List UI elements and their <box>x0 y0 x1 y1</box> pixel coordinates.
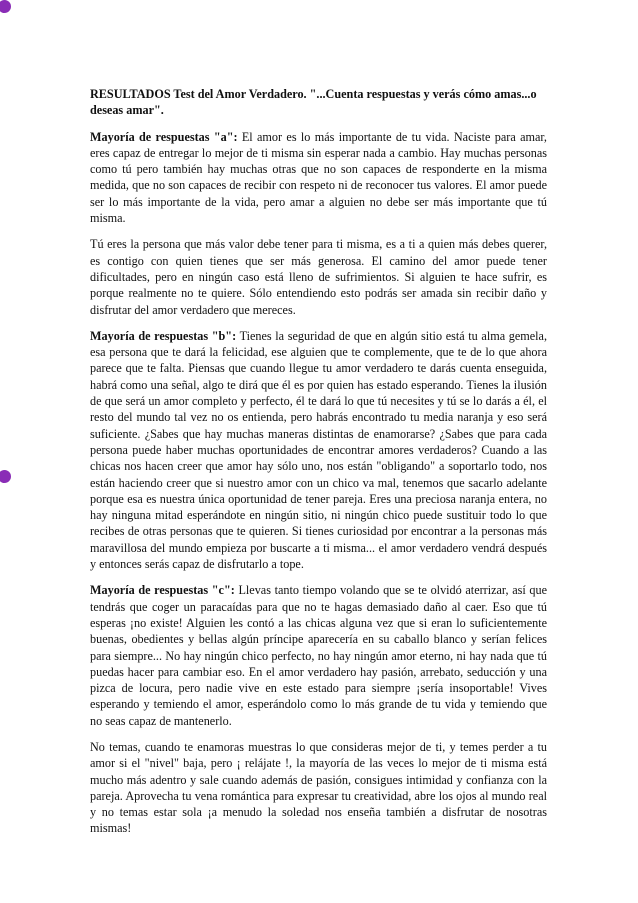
document-body <box>90 86 547 847</box>
paragraph-lead: Mayoría de respuestas "b": <box>90 328 237 343</box>
document-title: RESULTADOS Test del Amor Verdadero. "...Cuenta respuestas y verás cómo amas...o deseas amar". <box>90 87 537 118</box>
paragraph-a-continued <box>90 236 547 317</box>
paragraph-text: Tú eres la persona que más valor debe tener para ti misma, es a ti a quien más debes querer, es contigo con quien tienes que ser más generosa. El camino del amor puede tener dificultades, pero en ningún caso está lleno de sufrimientos. Si alguien te hace sufrir, es porque realmente no te quiere. Sólo entendiendo esto podrás ser amada sin recibir daño y disfrutar del amor verdadero que mereces. <box>90 237 547 317</box>
paragraph-lead: Mayoría de respuestas "c": <box>90 583 235 598</box>
paragraph-text: Llevas tanto tiempo volando que se te olvidó aterrizar, así que tendrás que coger un paracaídas para que no te hagas demasiado daño al caer. Eso que tú esperas ¡no existe! Alguien les contó a las chicas alguna vez que si eran lo suficientemente buenas, obedientes y bellas algún príncipe aparecería en su caballo blanco y serían felices para siempre... No hay ningún chico perfecto, no hay ningún amor eterno, ni hay nada que tú puedas hacer para cambiar eso. En el amor verdadero hay pasión, arrebato, seducción y una pizca de locura, pero nadie vive en este estado para siempre ¡sería insoportable! Vives esperando y temiendo el amor, esperándolo como lo más grande de tu vida y temiendo que no seas capaz de mantenerlo. <box>90 583 547 728</box>
paragraph-c <box>90 582 547 729</box>
paragraph-b <box>90 328 547 572</box>
paragraph-text: No temas, cuando te enamoras muestras lo que consideras mejor de ti, y temes perder a tu amor si el "nivel" baja, pero ¡ relájate !, la mayoría de las veces lo mejor de ti misma está mucho más adentro y sale cuando además de pasión, consigues intimidad y confianza con la pareja. Aprovecha tu vena romántica para expresar tu creatividad, abre los ojos al mundo real y no temas estar sola ¡a menudo la soledad nos enseña también a disfrutar de nosotras mismas! <box>90 739 547 836</box>
paragraph-a <box>90 129 547 227</box>
paragraph-c-continued <box>90 739 547 837</box>
paragraph-text: Tienes la seguridad de que en algún sitio está tu alma gemela, esa persona que te dará la felicidad, ese alguien que te complemente, que te de lo que ahora parece que te falta. Piensas que cuando llegue tu amor verdadero te darás cuenta enseguida, habrá como una señal, algo te dirá que él es por quien has estado esperando. Tienes la ilusión de que será un amor completo y perfecto, él te dará lo que tú necesites y tú se lo darás a él, el resto del mundo tal vez no os entienda, pero habrás encontrado tu media naranja y eso será suficiente. ¿Sabes que hay muchas maneras distintas de enamorarse? ¿Sabes que para cada persona puede haber muchas oportunidades de encontrar amores verdaderos? Cuando a las chicas nos hacen creer que amor hay sólo uno, nos están "obligando" a soportarlo todo, nos están haciendo creer que si nuestro amor con un chico va mal, tenemos que sacarlo adelante porque esa es nuestra única oportunidad de tener pareja. Eres una preciosa naranja entera, no hay ninguna mitad esperándote en ningún sitio, ni ningún chico puede sustituir todo lo que recibes de otras personas que te quieren. Si tienes curiosidad por encontrar a la personas más maravillosa del mundo empieza por buscarte a ti misma... el amor verdadero vendrá después y entonces serás capaz de disfrutarlo a tope. <box>90 328 547 572</box>
paragraph-lead: Mayoría de respuestas "a": <box>90 129 238 144</box>
page-marker-dot <box>0 470 11 483</box>
page-marker-dot <box>0 0 11 13</box>
paragraph-text: El amor es lo más importante de tu vida. Naciste para amar, eres capaz de entregar lo mejor de ti misma sin esperar nada a cambio. Hay muchas personas como tú pero también hay muchas otras que no son capaces de responderte en la misma medida, que no son capaces de recibir con respeto ni de reconocer tus valores. El amor puede ser lo más importante de la vida, pero amar a alguien no debe ser más importante que tú misma. <box>90 129 547 226</box>
